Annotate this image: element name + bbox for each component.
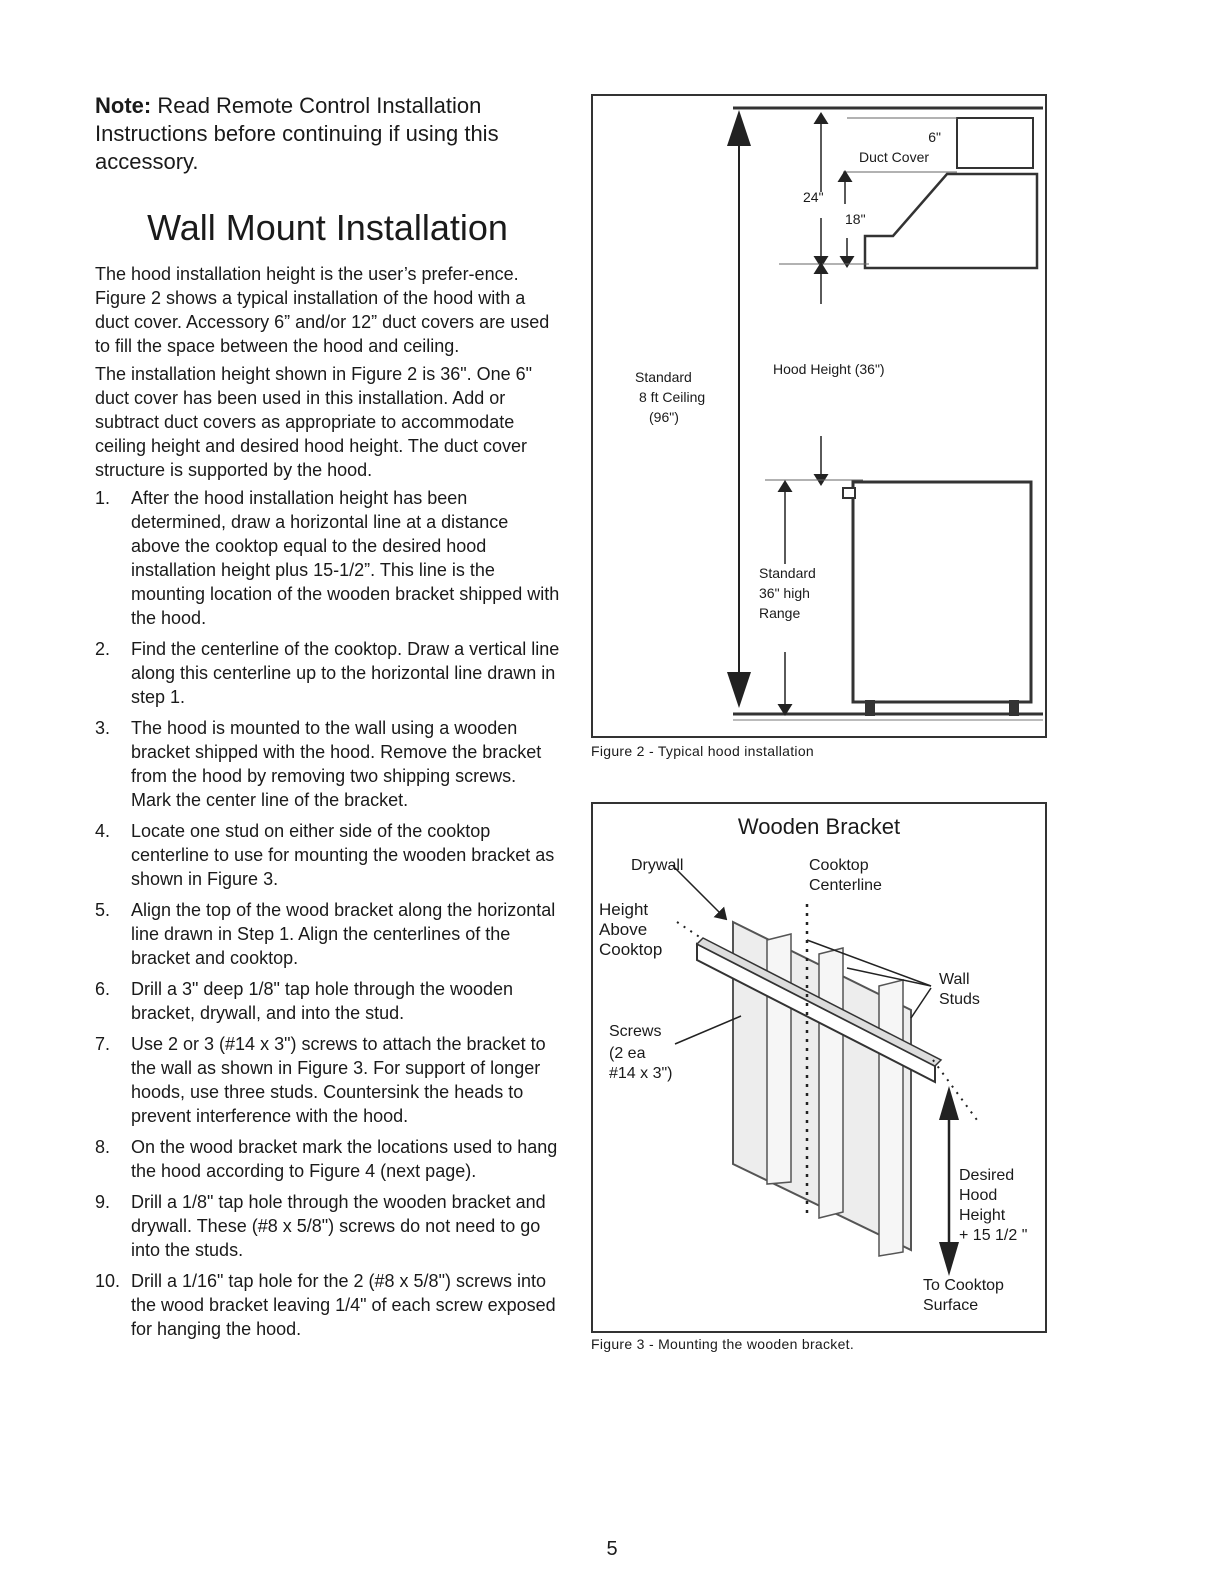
step-item: [95, 1032, 560, 1128]
cooktop-surface-label-1: To Cooktop: [923, 1277, 1004, 1294]
figure-2-hood-installation: [591, 94, 1047, 738]
step-number: 7.: [95, 1034, 111, 1054]
range-label-2: 36" high: [759, 585, 810, 601]
step-item: [95, 1190, 560, 1262]
step-text: Drill a 3" deep 1/8" tap hole through the wooden bracket, drywall, and into the stud.: [131, 979, 514, 1023]
ceiling-label-2: 8 ft Ceiling: [639, 389, 706, 405]
note-label: Note:: [95, 93, 152, 118]
step-text: Drill a 1/8" tap hole through the wooden bracket and drywall. These (#8 x 5/8") screws do not need to go into the studs.: [131, 1192, 546, 1260]
intro-paragraph-1: The hood installation height is the user’s prefer-ence. Figure 2 shows a typical installation of the hood with a duct cover. Accessory 6” and/or 12” duct covers are used to fill the space between the hood and ceiling.: [95, 264, 550, 356]
step-number: 2.: [95, 639, 111, 659]
note-paragraph: [95, 92, 560, 176]
figure-2-caption: Figure 2 - Typical hood installation: [591, 743, 814, 759]
drywall-label: Drywall: [631, 857, 684, 874]
step-number: 8.: [95, 1137, 111, 1157]
hood-height-label: Hood Height (36"): [773, 361, 885, 377]
step-text: Align the top of the wood bracket along the horizontal line drawn in Step 1. Align the centerlines of the bracket and cooktop.: [131, 900, 556, 968]
step-item: [95, 1269, 560, 1341]
desired-label-3: Height: [959, 1207, 1006, 1224]
centerline-label-1: Cooktop: [809, 857, 869, 874]
step-item: [95, 977, 560, 1025]
step-number: 4.: [95, 821, 111, 841]
step-number: 6.: [95, 979, 111, 999]
steps-list: [95, 486, 560, 1341]
step-item: [95, 1135, 560, 1183]
text-column: [95, 92, 560, 1348]
wall-studs-label-2: Studs: [939, 991, 980, 1008]
height-label-2: Above: [599, 920, 648, 939]
step-text: Use 2 or 3 (#14 x 3") screws to attach the bracket to the wall as shown in Figure 3. For support of longer hoods, use three studs. Countersink the heads to prevent interference with the hood.: [131, 1034, 546, 1126]
dim-18-label: 18": [845, 211, 866, 227]
desired-label-4: + 15 1/2 ": [959, 1227, 1028, 1244]
step-text: Find the centerline of the cooktop. Draw a vertical line along this centerline up to the horizontal line drawn in step 1.: [131, 639, 560, 707]
step-number: 10.: [95, 1271, 121, 1291]
step-text: Locate one stud on either side of the cooktop centerline to use for mounting the wooden bracket as shown in Figure 3.: [131, 821, 555, 889]
figure-3-caption: Figure 3 - Mounting the wooden bracket.: [591, 1336, 855, 1352]
step-text: After the hood installation height has been determined, draw a horizontal line at a distance above the cooktop equal to the desired hood installation height plus 15-1/2”. This line is the mounting location of the wooden bracket shipped with the hood.: [131, 488, 560, 628]
duct-dim-label: 6": [928, 129, 941, 145]
centerline-label-2: Centerline: [809, 877, 882, 894]
step-number: 5.: [95, 900, 111, 920]
section-title: Wall Mount Installation: [147, 207, 508, 248]
desired-label-1: Desired: [959, 1167, 1015, 1184]
step-number: 9.: [95, 1192, 111, 1212]
step-text: The hood is mounted to the wall using a wooden bracket shipped with the hood. Remove the bracket from the hood by removing two shipping screws. Mark the center line of the bracket.: [131, 718, 542, 810]
range-label-3: Range: [759, 605, 801, 621]
dim-24-label: 24": [803, 189, 824, 205]
figure-3-wooden-bracket: [591, 802, 1047, 1333]
wall-studs-label-1: Wall: [939, 971, 970, 988]
step-text: On the wood bracket mark the locations used to hang the hood according to Figure 4 (next page).: [131, 1137, 558, 1181]
screws-label-3: #14 x 3"): [609, 1065, 673, 1082]
step-item: [95, 819, 560, 891]
range-label-1: Standard: [759, 565, 816, 581]
figure-3-title: Wooden Bracket: [737, 814, 901, 839]
screws-label-1: Screws: [609, 1023, 662, 1040]
step-item: [95, 716, 560, 812]
step-number: 3.: [95, 718, 111, 738]
page-number: 5: [606, 1538, 618, 1560]
duct-cover-label: Duct Cover: [859, 149, 930, 165]
desired-label-2: Hood: [959, 1187, 998, 1204]
ceiling-label-1: Standard: [635, 369, 692, 385]
screws-label-2: (2 ea: [609, 1045, 646, 1062]
note-text: Read Remote Control Installation Instructions before continuing if using this accessory.: [95, 93, 499, 174]
step-number: 1.: [95, 488, 111, 508]
height-label-3: Cooktop: [599, 940, 663, 959]
cooktop-surface-label-2: Surface: [923, 1297, 979, 1314]
ceiling-label-3: (96"): [649, 409, 679, 425]
height-label-1: Height: [599, 900, 649, 919]
step-text: Drill a 1/16" tap hole for the 2 (#8 x 5/8") screws into the wood bracket leaving 1/4" of each screw exposed for hanging the hood.: [131, 1271, 556, 1339]
step-item: [95, 486, 560, 630]
step-item: [95, 637, 560, 709]
intro-paragraph-2: The installation height shown in Figure 2 is 36". One 6" duct cover has been used in this installation. Add or subtract duct covers as appropriate to accommodate ceiling height and desired hood height. The duct cover structure is supported by the hood.: [95, 364, 533, 480]
step-item: [95, 898, 560, 970]
